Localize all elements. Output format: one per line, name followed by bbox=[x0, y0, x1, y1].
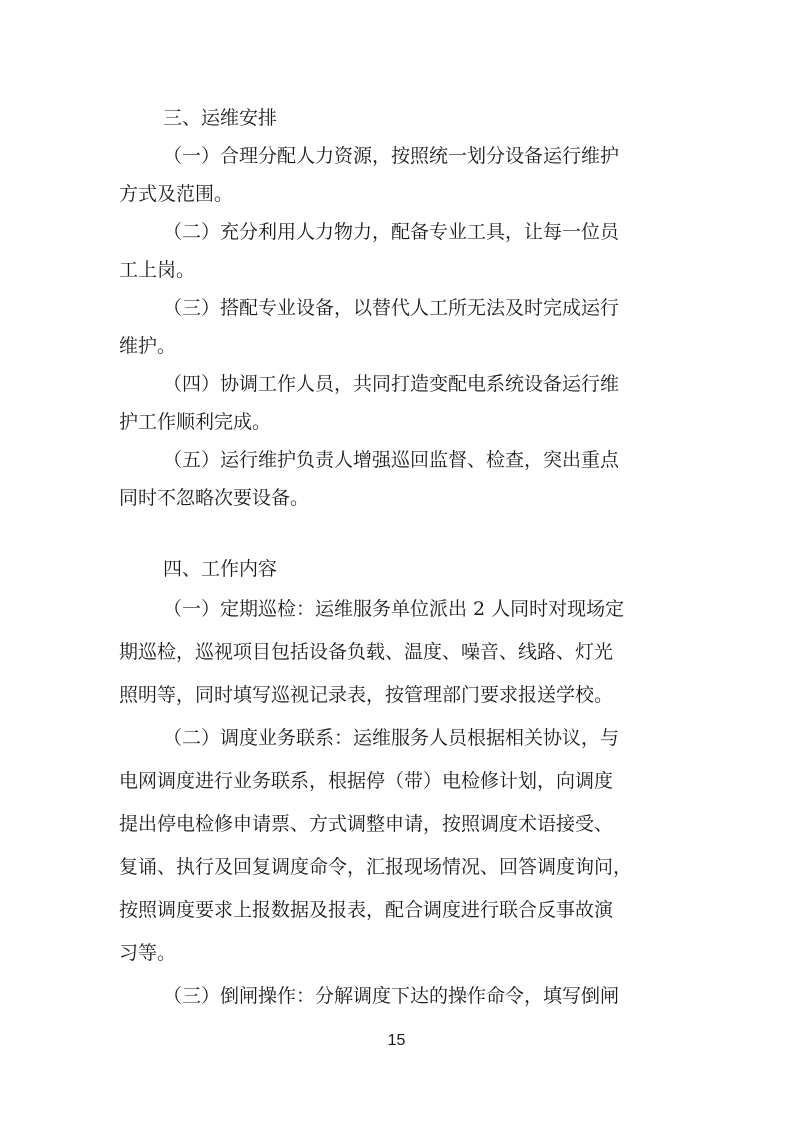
section-operations-arrangement bbox=[119, 100, 675, 517]
section-spacer bbox=[119, 517, 675, 551]
text-line: 提出停电检修申请票、方式调整申请，按照调度术语接受、 bbox=[119, 813, 614, 835]
text-line: （三）搭配专业设备，以替代人工所无法及时完成运行 bbox=[163, 297, 620, 319]
page-number: 15 bbox=[387, 1032, 406, 1049]
paragraph bbox=[119, 137, 675, 213]
text-line: 照明等，同时填写巡视记录表，按管理部门要求报送学校。 bbox=[119, 684, 614, 706]
text-line: （三）倒闸操作：分解调度下达的操作命令，填写倒闸 bbox=[163, 985, 620, 1007]
text-line: （五）运行维护负责人增强巡回监督、检查，突出重点 bbox=[163, 449, 620, 471]
text-line: （二）充分利用人力物力，配备专业工具，让每一位员 bbox=[163, 221, 620, 243]
paragraph bbox=[119, 213, 675, 289]
paragraph bbox=[119, 289, 675, 365]
section-work-content bbox=[119, 551, 675, 1018]
paragraph bbox=[119, 975, 675, 1018]
section-heading: 四、工作内容 bbox=[163, 558, 278, 580]
paragraph bbox=[119, 365, 675, 441]
text-line: 电网调度进行业务联系，根据停（带）电检修计划，向调度 bbox=[119, 770, 614, 792]
text-line: 方式及范围。 bbox=[119, 183, 234, 205]
section-heading: 三、运维安排 bbox=[163, 107, 278, 129]
paragraph bbox=[119, 441, 675, 517]
paragraph bbox=[119, 588, 675, 717]
text-line: 复诵、执行及回复调度命令，汇报现场情况、回答调度询问， bbox=[119, 856, 633, 878]
text-line: 按照调度要求上报数据及报表，配合调度进行联合反事故演 bbox=[119, 899, 614, 921]
text-line: （一）定期巡检：运维服务单位派出 2 人同时对现场定 bbox=[163, 598, 625, 620]
text-line: 维护。 bbox=[119, 335, 177, 357]
document-body bbox=[119, 100, 675, 1018]
text-line: 工上岗。 bbox=[119, 259, 196, 281]
text-line: （四）协调工作人员，共同打造变配电系统设备运行维 bbox=[163, 373, 620, 395]
text-line: （二）调度业务联系：运维服务人员根据相关协议，与 bbox=[163, 727, 620, 749]
text-line: （一）合理分配人力资源，按照统一划分设备运行维护 bbox=[163, 145, 620, 167]
text-line: 习等。 bbox=[119, 942, 177, 964]
text-line: 同时不忽略次要设备。 bbox=[119, 487, 310, 509]
text-line: 期巡检，巡视项目包括设备负载、温度、噪音、线路、灯光 bbox=[119, 641, 614, 663]
paragraph bbox=[119, 717, 675, 975]
text-line: 护工作顺利完成。 bbox=[119, 411, 272, 433]
